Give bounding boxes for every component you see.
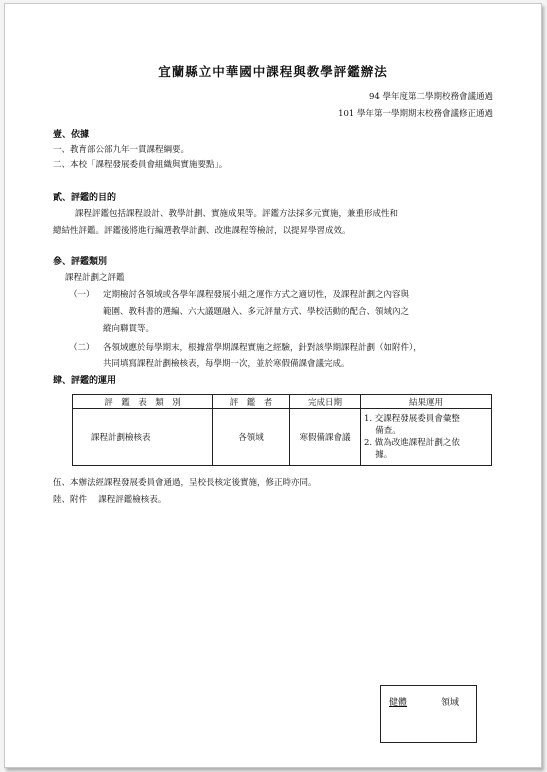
signature-area-label: 領域 <box>441 698 460 708</box>
section2-heading: 貳、評鑑的目的 <box>53 193 117 203</box>
table-row <box>73 409 492 466</box>
section2-line-2: 總結性評鑑。評鑑後將進行編選教學計劃、改進課程等檢討，以提昇學習成效。 <box>53 226 351 236</box>
section3-item2-line-1: 各領域應於每學期末，根據當學期課程實施之經驗，針對該學期課程計劃（如附件）， <box>103 343 422 353</box>
section5-text: 伍、本辦法經課程發展委員會通過，呈校長核定後實施，修正時亦同。 <box>53 478 317 488</box>
cell-results <box>361 409 492 466</box>
section3-item1-line-2: 範圍、教科書的選編、六大議題融入、多元評量方式、學校活動的配合、領域內之 <box>103 307 410 317</box>
section3-subheading: 課程計劃之評鑑 <box>65 273 125 283</box>
result-line-1: 1. 交課程發展委員會彙整 <box>364 414 460 424</box>
section3-item2-line-2: 共同填寫課程計劃檢核表，每學期一次，並於寒假備課會議完成。 <box>103 359 350 369</box>
section2-line-1: 課程評鑑包括課程設計、教學計劃、實施成果等。評鑑方法採多元實施，兼重形成性和 <box>75 209 399 219</box>
cell-type: 課程計劃檢核表 <box>73 409 213 466</box>
signature-box <box>380 685 477 743</box>
document-page <box>4 3 542 768</box>
signature-dept: 健體 <box>389 698 408 708</box>
cell-date: 寒假備課會議 <box>290 409 361 466</box>
section1-heading: 壹、依據 <box>53 130 90 140</box>
result-line-3: 2. 做為改進課程計劃之依 <box>364 438 460 448</box>
document-title: 宜蘭縣立中華國中課程與教學評鑑辦法 <box>158 64 388 79</box>
section3-item1-line-3: 縱向聯貫等。 <box>103 324 155 334</box>
header-date: 完成日期 <box>290 395 361 409</box>
section4-heading: 肆、評鑑的運用 <box>53 376 117 386</box>
section1-item-1: 一、教育部公部九年一貫課程綱要。 <box>53 145 190 155</box>
section3-heading: 參、評鑑類別 <box>53 257 108 267</box>
header-evaluator: 評 鑑 者 <box>213 395 290 409</box>
table-header-row <box>73 395 492 409</box>
section1-item-2: 二、本校「課程發展委員會組織與實施要點」。 <box>53 160 228 170</box>
header-results: 結果運用 <box>361 395 492 409</box>
section6-text: 陸、附件 課程評鑑檢核表。 <box>53 495 167 505</box>
approval-note-1: 94 學年度第二學期校務會議通過 <box>368 92 493 102</box>
evaluation-table <box>72 394 492 466</box>
header-type: 評 鑑 表 類 別 <box>73 395 213 409</box>
result-line-4: 據。 <box>364 450 393 460</box>
result-line-2: 備查。 <box>364 426 401 436</box>
section3-item2-marker: （二） <box>69 343 95 353</box>
section3-item1-marker: （一） <box>69 290 95 300</box>
approval-note-2: 101 學年第一學期期末校務會議修正通過 <box>338 109 493 119</box>
cell-evaluator: 各領域 <box>213 409 290 466</box>
section3-item1-line-1: 定期檢討各領域或各學年課程發展小組之運作方式之適切性，及課程計劃之內容與 <box>103 290 410 300</box>
